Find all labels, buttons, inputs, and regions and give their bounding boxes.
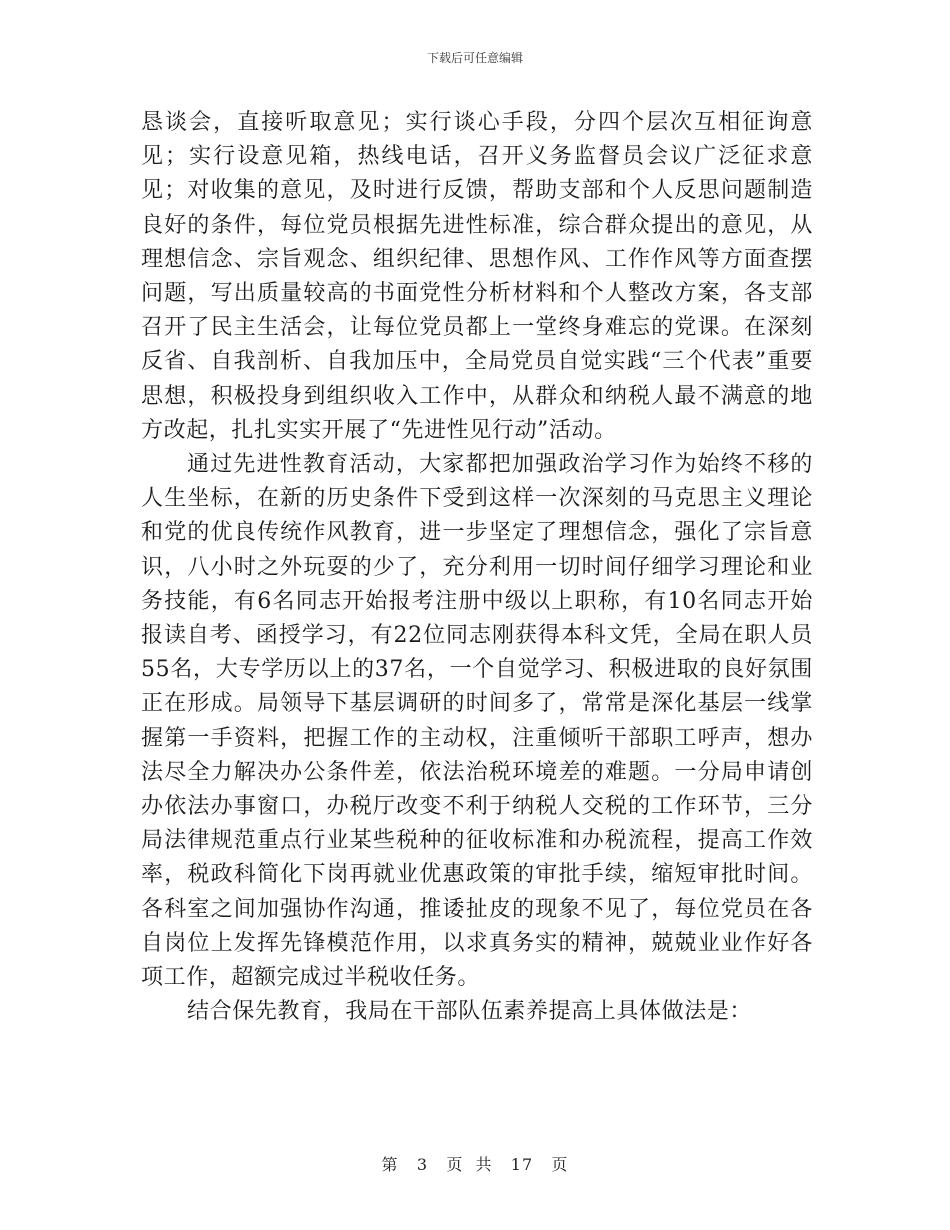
footer-suffix: 页 <box>551 1155 569 1174</box>
paragraph-continued: 恳谈会，直接听取意见；实行谈心手段，分四个层次互相征询意见；实行设意见箱，热线电话，召开义务监督员会议广泛征求意见；对收集的意见，及时进行反馈，帮助支部和个人反思问题制造良好的条件，每位党员根据先进性标准，综合群众提出的意见，从理想信念、宗旨观念、组织纪律、思想作风、工作作风等方面查摆问题，写出质量较高的书面党性分析材料和个人整改方案，各支部召开了民主生活会，让每位党员都上一堂终身难忘的党课。在深刻反省、自我剖析、自我加压中，全局党员自觉实践“三个代表”重要思想，积极投身到组织收入工作中，从群众和纳税人最不满意的地方改起，扎扎实实开展了“先进性见行动”活动。 <box>141 110 813 443</box>
footer-middle: 页 共 <box>446 1155 493 1174</box>
footer-prefix: 第 <box>381 1155 399 1174</box>
total-pages-number: 17 <box>510 1155 534 1174</box>
page-footer <box>0 1155 950 1175</box>
current-page-number: 3 <box>416 1155 429 1174</box>
paragraph-conclusion-intro: 结合保先教育，我局在干部队伍素养提高上具体做法是： <box>187 999 753 1025</box>
document-body <box>141 106 813 1029</box>
paragraph-advanced-education: 通过先进性教育活动，大家都把加强政治学习作为始终不移的人生坐标，在新的历史条件下受到这样一次深刻的马克思主义理论和党的优良传统作风教育，进一步坚定了理想信念，强化了宗旨意识，八小时之外玩耍的少了，充分利用一切时间仔细学习理论和业务技能，有6名同志开始报考注册中级以上职称，有10名同志开始报读自考、函授学习，有22位同志刚获得本科文凭，全局在职人员55名，大专学历以上的37名，一个自觉学习、积极进取的良好氛围正在形成。局领导下基层调研的时间多了，常常是深化基层一线掌握第一手资料，把握工作的主动权，注重倾听干部职工呼声，想办法尽全力解决办公条件差，依法治税环境差的难题。一分局申请创办依法办事窗口，办税厅改变不利于纳税人交税的工作环节，三分局法律规范重点行业某些税种的征收标准和办税流程，提高工作效率，税政科简化下岗再就业优惠政策的审批手续，缩短审批时间。各科室之间加强协作沟通，推诿扯皮的现象不见了，每位党员在各自岗位上发挥先锋模范作用，以求真务实的精神，兢兢业业作好各项工作，超额完成过半税收任务。 <box>141 452 813 991</box>
page-header: 下载后可任意编辑 <box>426 51 523 65</box>
